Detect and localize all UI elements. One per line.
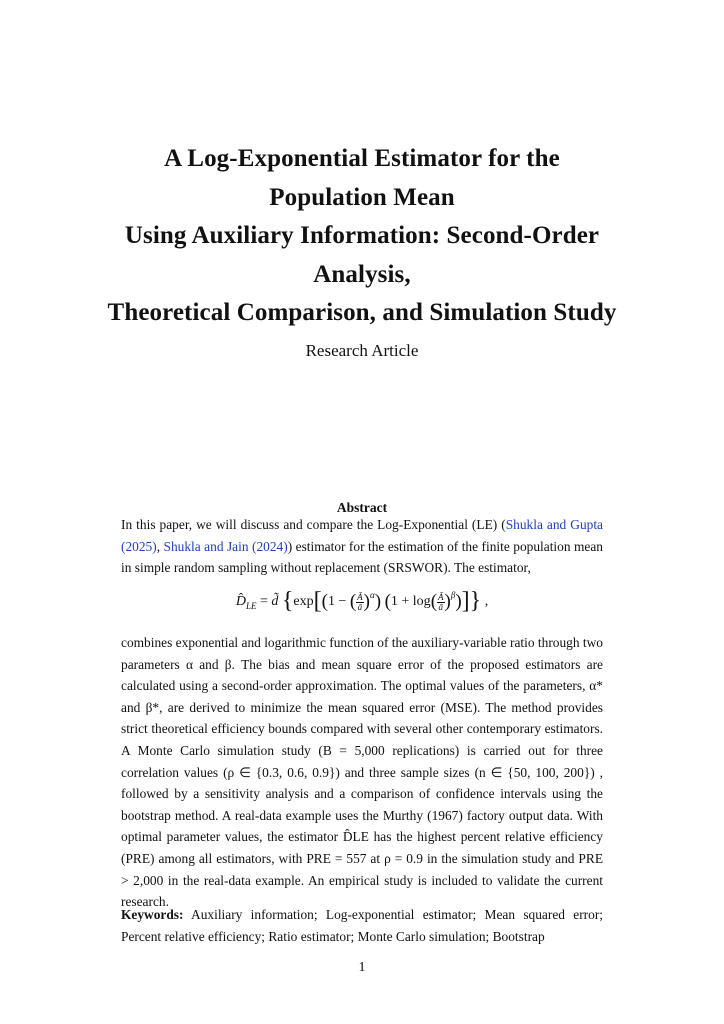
abstract-heading: Abstract — [336, 500, 388, 515]
title-line-4: Analysis, — [313, 260, 411, 288]
abstract-intro-before: In this paper, we will discuss and compare the Log-Exponential (LE) ( — [121, 517, 506, 532]
abstract-intro — [121, 514, 603, 579]
citation-shukla-jain[interactable]: Shukla and Jain (2024) — [163, 538, 288, 554]
keywords-label: Keywords: — [121, 907, 184, 922]
title-line-2: Population Mean — [269, 183, 455, 211]
abstract-intro-after: ) estimator for the estimation of the finite population mean in simple random sampling without replacement (SRSWOR). The estimator, — [121, 538, 603, 576]
estimator-equation: $D̂_{LE}$ = d̃ {exp[(1 − ( $\frac{Ā}{ā}$ )$^\alpha$) (1 + log( $\frac{Ā}{ā}$ )$^\beta$)]} , — [235, 588, 489, 614]
page-number: 1 — [358, 960, 366, 975]
keywords — [121, 904, 603, 947]
title-line-1: A Log-Exponential Estimator for the — [164, 145, 560, 172]
keywords-text: Auxiliary information; Log-exponential estimator; Mean squared error; Percent relative efficiency; Ratio estimator; Monte Carlo simulation; Bootstrap — [121, 907, 603, 944]
title-block — [0, 140, 724, 361]
title-line-3: Using Auxiliary Information: Second-Order — [124, 222, 600, 249]
article-type: Research Article — [305, 340, 419, 360]
abstract-body-text: combines exponential and logarithmic function of the auxiliary-variable ratio through two parameters α and β. The bias and mean square error of the proposed estimators are calculated using a second-order approximation. The optimal values of the parameters, α* and β*, are derived to minimize the mean squared error (MSE). The method provides strict theoretical efficiency bounds compared with several other contemporary estimators. A Monte Carlo simulation study (B = 5,000 replications) is carried out for three correlation values (ρ ∈ {0.3, 0.6, 0.9}) and three sample sizes (n ∈ {50, 100, 200}) , followed by a sensitivity analysis and a comparison of confidence intervals using the bootstrap method. A real-data example uses the Murthy (1967) factory output data. With optimal parameter values, the estimator D̂LE has the highest percent relative efficiency (PRE) among all estimators, with PRE = 557 at ρ = 0.9 in the simulation study and PRE > 2,000 in the real-data example. An empirical study is included to validate the current research. — [121, 635, 603, 910]
title-line-5: Theoretical Comparison, and Simulation Study — [107, 299, 617, 326]
abstract-body — [121, 632, 603, 913]
citation-shukla-gupta[interactable]: Shukla and Gupta (2025) — [121, 517, 604, 554]
abstract-intro-sep: , — [156, 538, 164, 554]
